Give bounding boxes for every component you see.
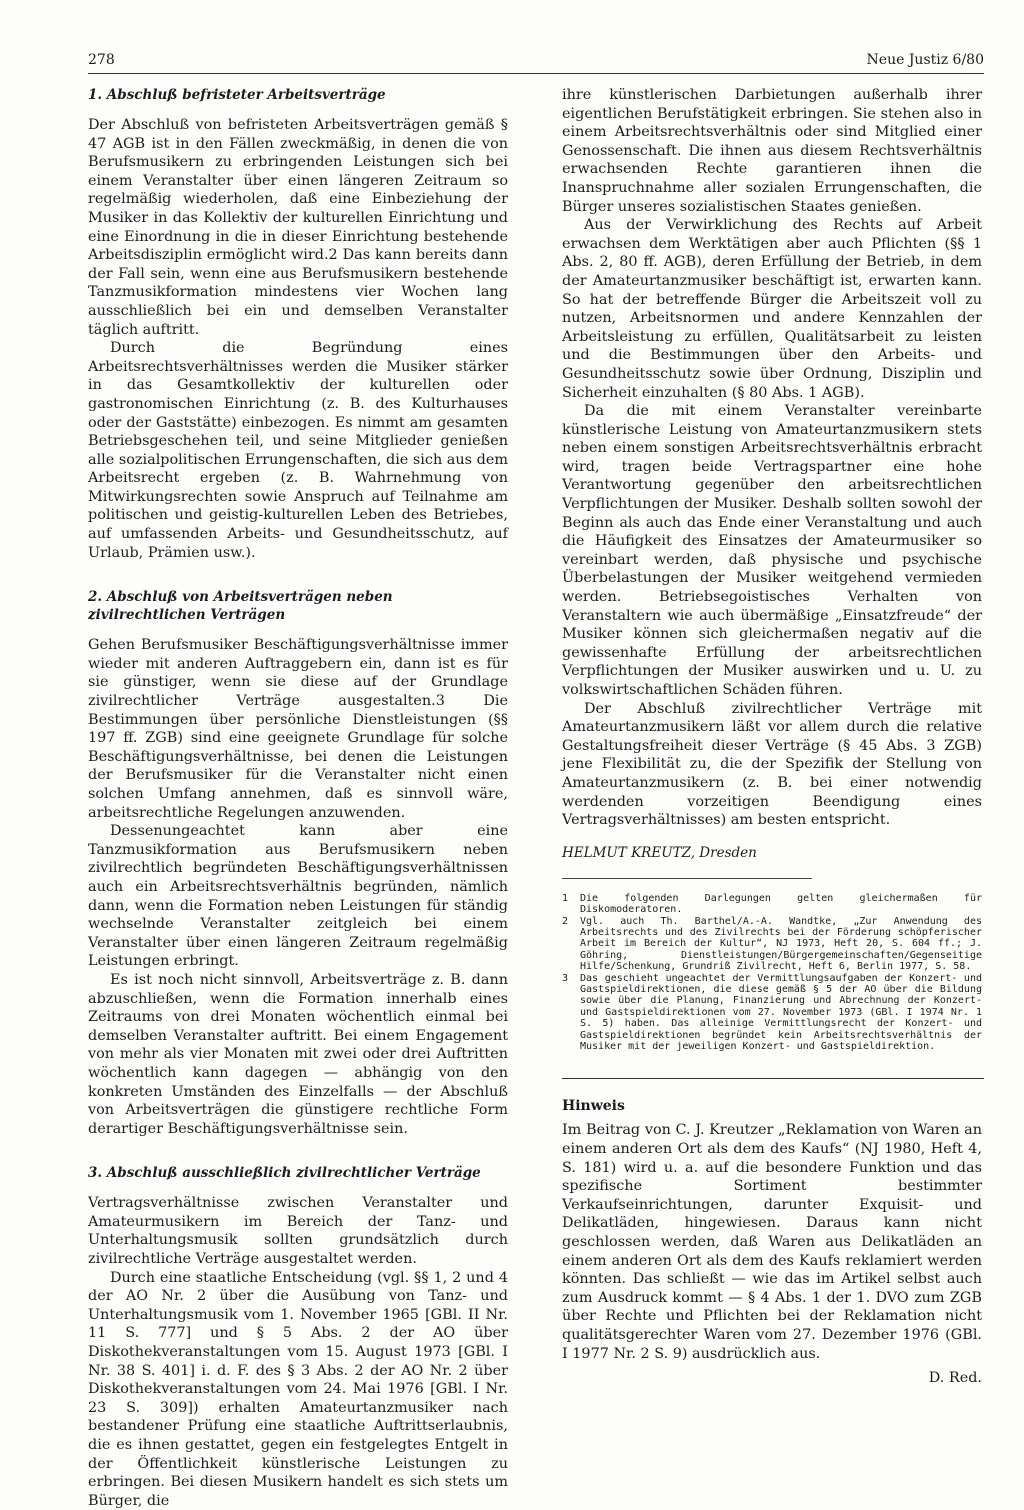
section-3-paragraph-2: Durch eine staatliche Entscheidung (vgl. §§ 1, 2 und 4 der AO Nr. 2 über die Ausübung von Tanz- und Unterhaltungsmusik vom 1. November 1965 [GBl. II Nr. 11 S. 777] und § 5 Abs. 2 der AO über Diskothekveranstaltungen vom 15. August 1973 [GBl. I Nr. 38 S. 401] i. d. F. des § 3 Abs. 2 der AO Nr. 2 über Diskothekveranstaltungen vom 24. Mai 1976 [GBl. I Nr. 23 S. 309]) erhalten Amateurtanzmusiker nach bestandener Prüfung eine staatliche Auftrittserlaubnis, die es ihnen gestattet, gegen ein festgelegtes Entgelt in der Öffentlichkeit künstlerische Leistungen zu erbringen. Bei diesen Musikern handelt es sich stets um Bürger, die bbox=[88, 1269, 508, 1509]
footnote-number: 2 bbox=[562, 915, 569, 927]
section-2-paragraph-1: Gehen Berufsmusiker Beschäftigungsverhältnisse immer wieder mit anderen Auftraggebern ein, dann ist es für sie günstiger, wenn sie diese auf der Grundlage zivilrechtlicher Verträge ausgestalten.3 Die Bestimmungen über persönliche Dienstleistungen (§§ 197 ff. ZGB) sind eine geeignete Grundlage für solche Beschäftigungsverhältnisse, bei denen die Leistungen der Berufsmusiker für die Veranstalter nicht einen solchen Umfang annehmen, daß es sinnvoll wäre, arbeitsrechtliche Regelungen anzuwenden. bbox=[88, 637, 508, 821]
footnote-number: 3 bbox=[562, 972, 569, 984]
footnote-text: Die folgenden Darlegungen gelten gleichermaßen für Diskomoderatoren. bbox=[580, 892, 982, 916]
header-rule bbox=[88, 73, 984, 74]
footnotes bbox=[562, 893, 982, 1053]
section-3-paragraph-1: Vertragsverhältnisse zwischen Veranstalter und Amateurmusikern im Bereich der Tanz- und Unterhaltungsmusik sollten grundsätzlich durch zivilrechtliche Verträge ausgestaltet werden. bbox=[88, 1195, 508, 1268]
footnote-number: 1 bbox=[562, 892, 569, 904]
left-column bbox=[88, 86, 508, 1510]
footnote-text: Das geschieht ungeachtet der Vermittlungsaufgaben der Konzert- und Gastspieldirektionen, die diese gemäß § 5 der AO über die Bildung sowie über die Planung, Finanzierung und Abrechnung der Konzert- und Gastspieldirektionen vom 27. November 1973 (GBl. I 1974 Nr. 1 S. 5) haben. Das alleinige Vermittlungsrecht der Konzert- und Gastspieldirektionen begründet kein Arbeitsrechtsverhältnis der Musiker mit der jeweiligen Konzert- und Gastspieldirektion. bbox=[580, 972, 982, 1053]
hinweis-heading: Hinweis bbox=[562, 1098, 625, 1115]
section-1-heading: 1. Abschluß befristeter Arbeitsverträge bbox=[88, 87, 386, 103]
footnote-1 bbox=[562, 893, 982, 916]
right-paragraph-1: ihre künstlerischen Darbietungen außerhalb ihrer eigentlichen Berufstätigkeit erbringen. Sie stehen also in einem Arbeitsrechtsverhältnis oder sind Mitglied einer Genossenschaft. Die ihnen aus diesem Rechtsverhältnis erwachsenden Rechte garantieren ihnen die Inanspruchnahme aller sozialen Errungenschaften, die Bürger unseres sozialistischen Staates genießen. bbox=[562, 87, 982, 215]
section-3-heading: 3. Abschluß ausschließlich zivilrechtlicher Verträge bbox=[88, 1165, 481, 1182]
right-column bbox=[562, 86, 982, 1388]
page-number: 278 bbox=[88, 52, 115, 68]
page-header bbox=[88, 52, 984, 76]
footnote-3 bbox=[562, 973, 982, 1053]
right-paragraph-3: Da die mit einem Veranstalter vereinbarte künstlerische Leistung von Amateurtanzmusikern stets neben einem sonstigen Arbeitsrechtsverhältnis erbracht wird, tragen beide Vertragspartner eine hohe Verantwortung gegenüber den arbeitsrechtlichen Verpflichtungen der Musiker. Deshalb sollten sowohl der Beginn als auch das Ende einer Veranstaltung und auch die Häufigkeit des Einsatzes der Amateurmusiker so vereinbart werden, daß physische und psychische Überbelastungen der Musiker weitgehend vermieden werden. Betriebsegoistisches Verhalten von Veranstaltern wie auch übermäßige „Einsatzfreude“ der Musiker können sich gleichermaßen negativ auf die gewissenhafte Erfüllung der arbeitsrechtlichen Verpflichtungen der Musiker auswirken und u. U. zu volkswirtschaftlichen Schäden führen. bbox=[562, 403, 982, 698]
section-2-heading: 2. Abschluß von Arbeitsverträgen neben zivilrechtlichen Verträgen bbox=[88, 589, 393, 624]
footnote-text: Vgl. auch Th. Barthel/A.-A. Wandtke, „Zur Anwendung des Arbeitsrechts und des Zivilrechts bei der Förderung schöpferischer Arbeit im Bereich der Kultur“, NJ 1973, Heft 20, S. 604 ff.; J. Göhring, Dienstleistungen/Bürgergemeinschaften/Gegenseitige Hilfe/Schenkung, Grundriß Zivilrecht, Heft 6, Berlin 1977, S. 58. bbox=[580, 915, 982, 973]
right-paragraph-2: Aus der Verwirklichung des Rechts auf Arbeit erwachsen dem Werktätigen aber auch Pflichten (§§ 1 Abs. 2, 80 ff. AGB), deren Erfüllung der Betrieb, in dem der Amateurtanzmusiker beschäftigt ist, erwarten kann. So hat der betreffende Bürger die Arbeitszeit voll zu nutzen, Arbeitsnormen und andere Kennzahlen der Arbeitsleistung zu erfüllen, Qualitätsarbeit zu leisten und die Bestimmungen über den Arbeits- und Gesundheitsschutz sowie über Ordnung, Disziplin und Sicherheit einzuhalten (§ 80 Abs. 1 AGB). bbox=[562, 217, 982, 401]
section-2-paragraph-2: Dessenungeachtet kann aber eine Tanzmusikformation aus Berufsmusikern neben zivilrechtlich begründeten Beschäftigungsverhältnissen auch ein Arbeitsrechtsverhältnis begründen, nämlich dann, wenn die Formation neben Leistungen für ständig wechselnde Veranstalter zeitgleich bei einem Veranstalter über einen längeren Zeitraum regelmäßig Leistungen erbringt. bbox=[88, 823, 508, 970]
section-1-paragraph-1: Der Abschluß von befristeten Arbeitsverträgen gemäß § 47 AGB ist in den Fällen zweckmäßig, in denen die von Berufsmusikern zu erbringenden Leistungen sich bei einem Veranstalter über einen längeren Zeitraum so regelmäßig wiederholen, daß eine Einbeziehung der Musiker in das Kollektiv der kulturellen Einrichtung und eine Einordnung in die in dieser Einrichtung bestehende Arbeitsdisziplin ermöglicht wird.2 Das kann bereits dann der Fall sein, wenn eine aus Berufsmusikern bestehende Tanzmusikformation mindestens vier Wochen lang ausschließlich bei ein und demselben Veranstalter täglich auftritt. bbox=[88, 117, 508, 338]
hinweis-text: Im Beitrag von C. J. Kreutzer „Reklamation von Waren an einem anderen Ort als dem des Kaufs“ (NJ 1980, Heft 4, S. 181) wird u. a. auf die besondere Funktion und das spezifische Sortiment bestimmter Verkaufseinrichtungen, darunter Exquisit- und Delikatläden, hingewiesen. Daraus kann nicht geschlossen werden, daß Waren aus Delikatläden an einem anderen Ort als dem des Kaufs reklamiert werden könnten. Das schließt — wie das im Artikel selbst auch zum Ausdruck kommt — § 4 Abs. 1 der 1. DVO zum ZGB über Rechte und Pflichten bei der Reklamation nicht qualitätsgerechter Waren vom 27. Dezember 1976 (GBl. I 1977 Nr. 2 S. 9) ausdrücklich aus. bbox=[562, 1122, 982, 1362]
section-2-paragraph-3: Es ist noch nicht sinnvoll, Arbeitsverträge z. B. dann abzuschließen, wenn die Formation innerhalb eines Zeitraums von drei Monaten wöchentlich einmal bei demselben Veranstalter auftritt. Bei einem Engagement von mehr als vier Monaten mit zwei oder drei Auftritten wöchentlich kann dagegen — abhängig von den konkreten Umständen des Einzelfalls — der Abschluß von Arbeitsverträgen die günstigere rechtliche Form derartiger Beschäftigungsverhältnisse sein. bbox=[88, 971, 508, 1137]
section-1-paragraph-2: Durch die Begründung eines Arbeitsrechtsverhältnisses werden die Musiker stärker in das Gesamtkollektiv der kulturellen oder gastronomischen Einrichtung (z. B. des Kulturhauses oder der Gaststätte) einbezogen. Es nimmt am gesamten Betriebsgeschehen teil, und seine Mitglieder genießen alle sozialpolitischen Errungenschaften, die sich aus dem Arbeitsrecht ergeben (z. B. Wahrnehmung von Mitwirkungsrechten sowie Anspruch auf Teilnahme am politischen und geistig-kulturellen Leben des Betriebes, auf umfassenden Arbeits- und Gesundheitsschutz, auf Urlaub, Prämien usw.). bbox=[88, 340, 508, 561]
editor-signature: D. Red. bbox=[928, 1370, 982, 1387]
journal-issue: Neue Justiz 6/80 bbox=[866, 52, 984, 68]
author-signature: HELMUT KREUTZ, Dresden bbox=[562, 844, 757, 861]
footnote-2 bbox=[562, 916, 982, 973]
right-paragraph-4: Der Abschluß zivilrechtlicher Verträge mit Amateurtanzmusikern läßt vor allem durch die relative Gestaltungsfreiheit dieser Verträge (§ 45 Abs. 3 ZGB) jene Flexibilität zu, die der Spezifik der Stellung von Amateurtanzmusikern (z. B. bei einer notwendig werdenden vorzeitigen Beendigung eines Vertragsverhältnisses) am besten entspricht. bbox=[562, 700, 982, 829]
